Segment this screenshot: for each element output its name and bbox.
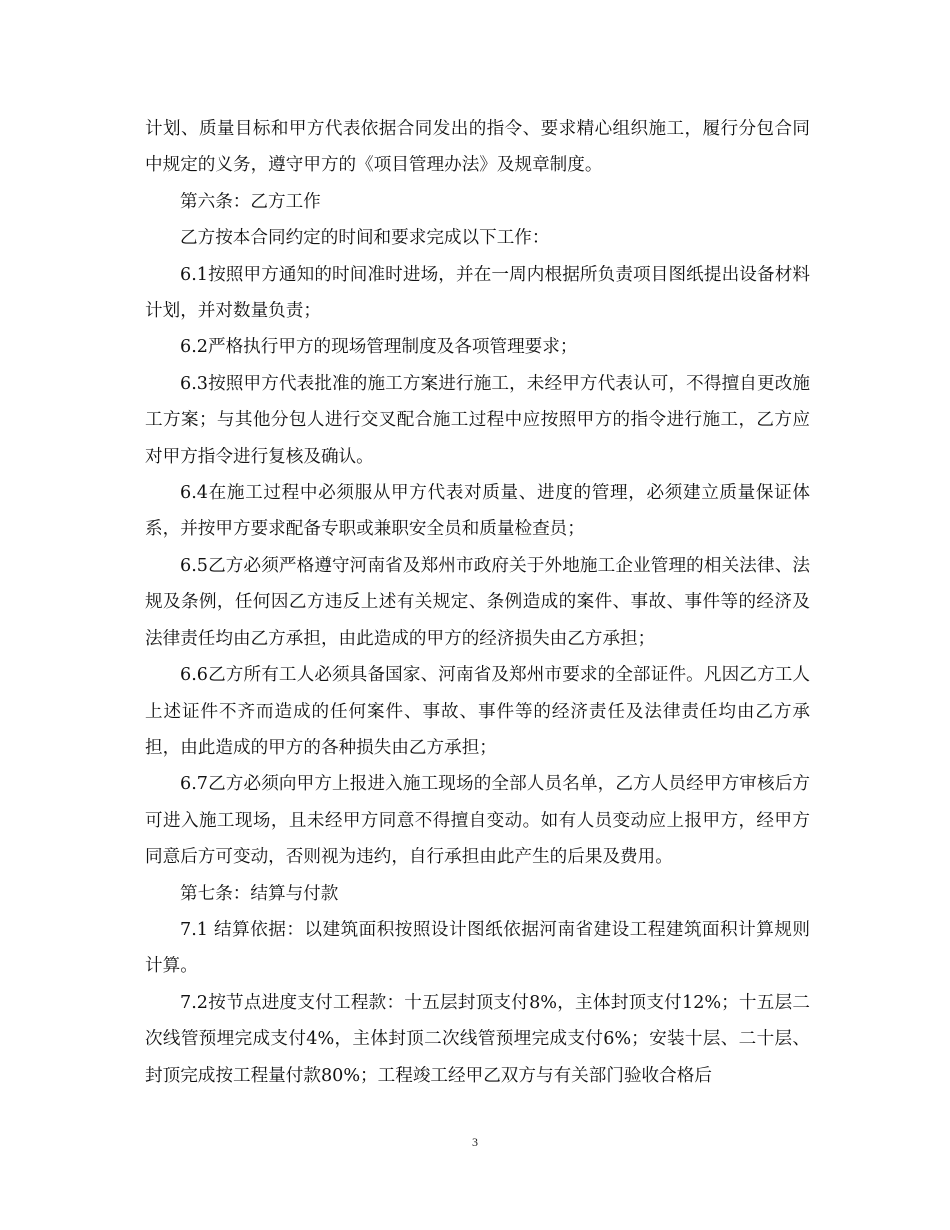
clause-6-5: 6.5乙方必须严格遵守河南省及郑州市政府关于外地施工企业管理的相关法律、法规及条例，任何因乙方违反上述有关规定、条例造成的案件、事故、事件等的经济及法律责任均由乙方承担，由此造成的甲方的经济损失由乙方承担； bbox=[145, 555, 810, 649]
paragraph-continuation: 计划、质量目标和甲方代表依据合同发出的指令、要求精心组织施工，履行分包合同中规定的义务，遵守甲方的《项目管理办法》及规章制度。 bbox=[145, 119, 810, 176]
article-6-heading: 第六条：乙方工作 bbox=[180, 191, 321, 212]
article-7-heading: 第七条：结算与付款 bbox=[180, 883, 339, 904]
clause-6-1: 6.1按照甲方通知的时间准时进场，并在一周内根据所负责项目图纸提出设备材料计划，并对数量负责； bbox=[145, 264, 810, 322]
clause-7-1: 7.1 结算依据：以建筑面积按照设计图纸依据河南省建设工程建筑面积计算规则计算。 bbox=[145, 919, 810, 977]
clause-7-2: 7.2按节点进度支付工程款：十五层封顶支付8%，主体封顶支付12%；十五层二次线管预埋完成支付4%，主体封顶二次线管预埋完成支付6%；安装十层、二十层、封顶完成按工程量付款80%；工程竣工经甲乙双方与有关部门验收合格后 bbox=[145, 992, 810, 1086]
clause-6-3: 6.3按照甲方代表批准的施工方案进行施工，未经甲方代表认可，不得擅自更改施工方案；与其他分包人进行交叉配合施工过程中应按照甲方的指令进行施工，乙方应对甲方指令进行复核及确认。 bbox=[145, 373, 810, 467]
article-6-intro: 乙方按本合同约定的时间和要求完成以下工作： bbox=[180, 228, 550, 249]
document-body bbox=[145, 111, 810, 1094]
clause-6-6: 6.6乙方所有工人必须具备国家、河南省及郑州市要求的全部证件。凡因乙方工人上述证件不齐而造成的任何案件、事故、事件等的经济责任及法律责任均由乙方承担，由此造成的甲方的各种损失由乙方承担； bbox=[145, 665, 810, 758]
clause-6-4: 6.4在施工过程中必须服从甲方代表对质量、进度的管理，必须建立质量保证体系，并按甲方要求配备专职或兼职安全员和质量检查员； bbox=[145, 483, 810, 540]
clause-6-2: 6.2严格执行甲方的现场管理制度及各项管理要求； bbox=[180, 337, 578, 358]
clause-6-7: 6.7乙方必须向甲方上报进入施工现场的全部人员名单，乙方人员经甲方审核后方可进入施工现场，且未经甲方同意不得擅自变动。如有人员变动应上报甲方，经甲方同意后方可变动，否则视为违约，自行承担由此产生的后果及费用。 bbox=[145, 774, 810, 868]
page-number: 3 bbox=[472, 1135, 478, 1149]
